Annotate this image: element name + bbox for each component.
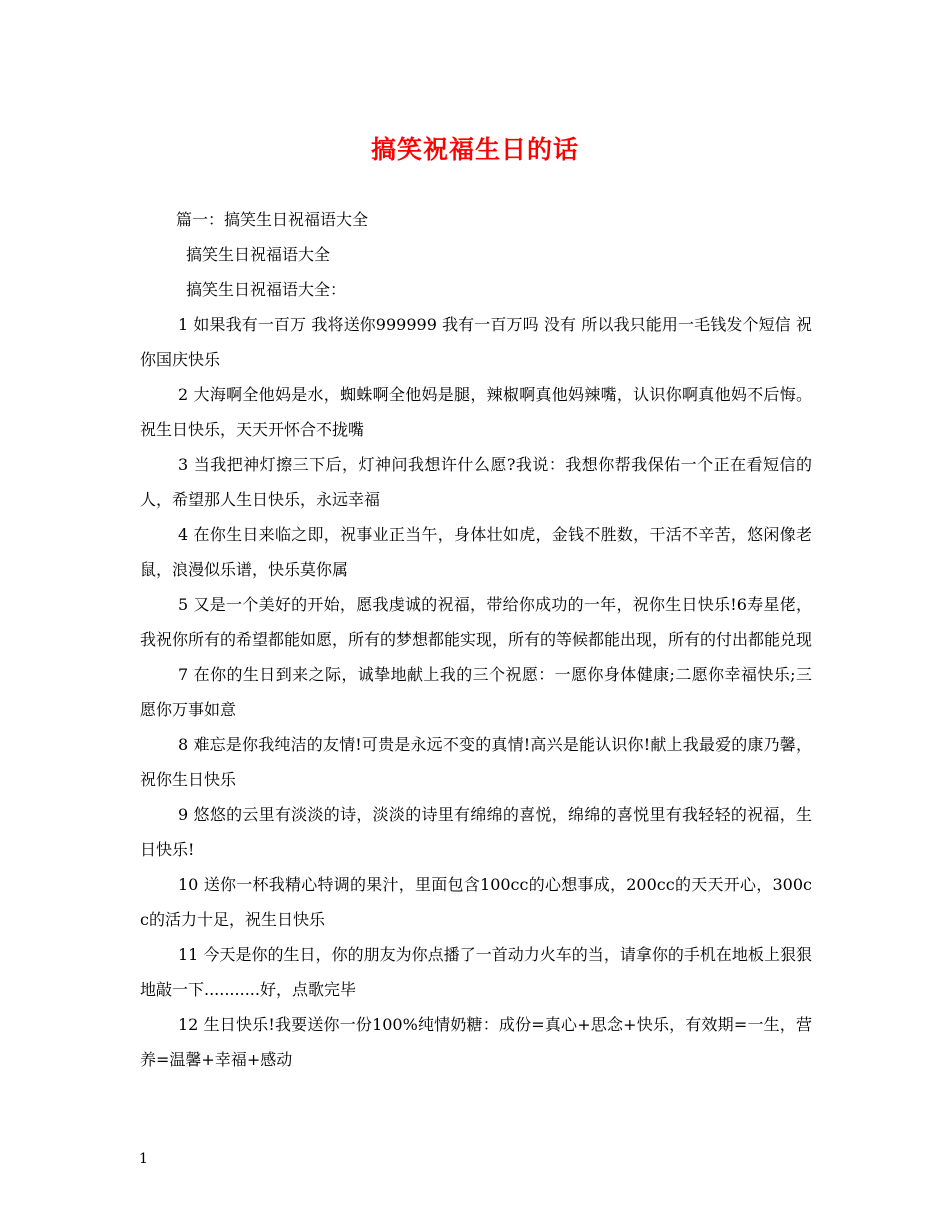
page-number: 1 — [139, 1151, 148, 1167]
list-item: 4 在你生日来临之即，祝事业正当午，身体壮如虎，金钱不胜数，干活不辛苦，悠闲像老鼠，浪漫似乐谱，快乐莫你属 — [140, 525, 812, 579]
list-item: 3 当我把神灯擦三下后，灯神问我想许什么愿?我说：我想你帮我保佑一个正在看短信的人，希望那人生日快乐，永远幸福 — [140, 455, 812, 509]
list-item: 9 悠悠的云里有淡淡的诗，淡淡的诗里有绵绵的喜悦，绵绵的喜悦里有我轻轻的祝福，生日快乐! — [140, 805, 812, 859]
document-title: 搞笑祝福生日的话 — [370, 135, 579, 164]
list-item: 1 如果我有一百万 我将送你999999 我有一百万吗 没有 所以我只能用一毛钱发个短信 祝你国庆快乐 — [140, 315, 812, 369]
list-item: 2 大海啊全他妈是水，蜘蛛啊全他妈是腿，辣椒啊真他妈辣嘴，认识你啊真他妈不后悔。祝生日快乐，天天开怀合不拢嘴 — [140, 385, 812, 439]
document-body — [140, 202, 812, 1077]
list-item: 10 送你一杯我精心特调的果汁，里面包含100cc的心想事成，200cc的天天开心，300cc的活力十足，祝生日快乐 — [140, 875, 812, 929]
list-item: 12 生日快乐!我要送你一份100%纯情奶糖：成份=真心+思念+快乐，有效期=一生，营养=温馨+幸福+感动 — [140, 1015, 812, 1069]
list-item: 7 在你的生日到来之际，诚挚地献上我的三个祝愿：一愿你身体健康;二愿你幸福快乐;三愿你万事如意 — [140, 665, 812, 719]
intro-line: 搞笑生日祝福语大全： — [186, 280, 347, 299]
list-item: 11 今天是你的生日，你的朋友为你点播了一首动力火车的当，请拿你的手机在地板上狠狠地敲一下...........好，点歌完毕 — [140, 945, 812, 999]
list-item: 5 又是一个美好的开始，愿我虔诚的祝福，带给你成功的一年，祝你生日快乐!6寿星佬，我祝你所有的希望都能如愿，所有的梦想都能实现，所有的等候都能出现，所有的付出都能兑现 — [140, 595, 813, 649]
list-item: 8 难忘是你我纯洁的友情!可贵是永远不变的真情!高兴是能认识你!献上我最爱的康乃馨，祝你生日快乐 — [140, 735, 812, 789]
subheading: 搞笑生日祝福语大全 — [186, 245, 331, 264]
section-heading: 篇一：搞笑生日祝福语大全 — [176, 210, 369, 229]
